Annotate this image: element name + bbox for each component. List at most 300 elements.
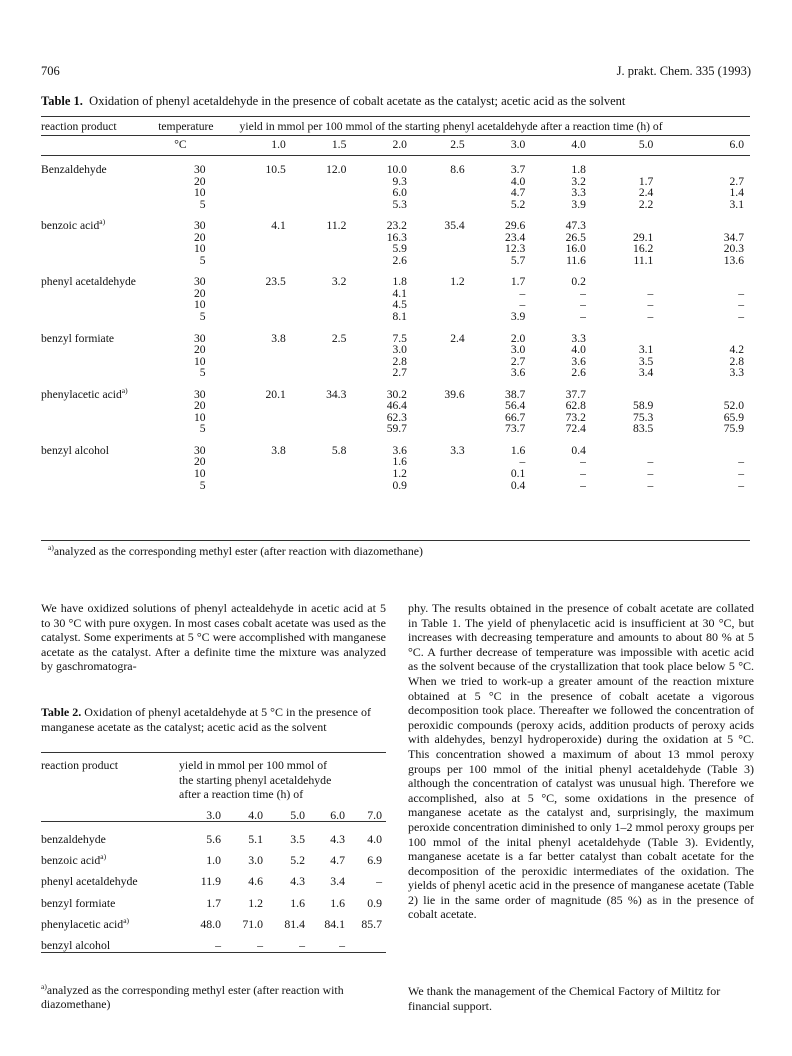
yield-cell: 10.0 — [386, 163, 407, 176]
yield-cell: 5.3 — [392, 197, 407, 211]
yield-cell: 11.9 — [200, 874, 221, 889]
table2-time-header: 6.0 — [330, 807, 345, 822]
yield-cell: 4.0 — [510, 174, 526, 188]
yield-cell: 20.3 — [723, 242, 744, 256]
yield-cell — [214, 187, 286, 199]
product-name — [41, 871, 179, 892]
yield-cell: 34.7 — [723, 230, 744, 244]
yield-cell: 3.5 — [638, 354, 654, 368]
yield-cell: 26.5 — [565, 230, 586, 244]
table-row — [41, 199, 744, 211]
table-row — [41, 480, 744, 492]
yield-cell: 2.7 — [729, 174, 744, 188]
product-name — [41, 217, 154, 233]
yield-cell: 3.5 — [290, 831, 305, 846]
table2-caption — [41, 705, 382, 734]
yield-cell: 71.0 — [242, 916, 263, 931]
table1-col-temperature: temperature — [158, 120, 214, 133]
yield-cell — [286, 412, 347, 424]
table2-col-yield: yield in mmol per 100 mmol of the starting phenyl acetaldehyde after a reaction time (h) of — [179, 758, 332, 801]
yield-cell — [407, 344, 465, 356]
yield-cell: 16.2 — [633, 242, 654, 256]
yield-cell: 59.7 — [386, 422, 407, 436]
footnote-mark: a) — [100, 852, 107, 862]
yield-cell: – — [519, 286, 526, 300]
yield-cell — [214, 299, 286, 311]
yield-cell: 6.0 — [392, 186, 407, 200]
table1-time-header: 3.0 — [510, 138, 526, 151]
temperature-cell: 30 — [193, 163, 206, 176]
yield-cell: 2.6 — [392, 253, 407, 267]
table1-footnote-text: analyzed as the corresponding methyl ester (after reaction with diazomethane) — [53, 544, 423, 558]
page-number: 706 — [41, 64, 60, 78]
product-name — [41, 892, 179, 913]
yield-cell: 3.6 — [571, 354, 586, 368]
yield-cell: 2.8 — [392, 354, 407, 368]
yield-cell: 2.7 — [392, 366, 407, 380]
yield-cell: 3.3 — [571, 186, 586, 200]
yield-cell — [407, 243, 465, 255]
table2 — [41, 756, 382, 956]
yield-cell — [214, 288, 286, 300]
yield-cell — [653, 445, 744, 457]
yield-cell: 1.6 — [330, 895, 345, 910]
yield-cell: 0.4 — [571, 443, 586, 457]
yield-cell — [407, 423, 465, 435]
yield-cell: – — [738, 455, 744, 469]
yield-cell: 4.6 — [248, 874, 263, 889]
yield-cell — [407, 480, 465, 492]
temperature-cell: 20 — [193, 230, 206, 244]
yield-cell — [407, 412, 465, 424]
yield-cell: 0.9 — [367, 895, 382, 910]
temperature-cell: 20 — [193, 455, 206, 469]
yield-cell: 3.3 — [571, 331, 586, 345]
acknowledgement: We thank the management of the Chemical Factory of Miltitz for financial support. — [408, 984, 721, 1013]
yield-cell: 75.9 — [723, 422, 744, 436]
yield-cell: 0.4 — [510, 478, 526, 492]
yield-cell: 3.7 — [510, 163, 526, 176]
yield-cell: 58.9 — [633, 399, 654, 413]
yield-cell — [214, 255, 286, 267]
yield-cell: 47.3 — [565, 219, 586, 233]
yield-cell — [214, 199, 286, 211]
yield-cell: 73.7 — [505, 422, 526, 436]
yield-cell: 56.4 — [505, 399, 526, 413]
yield-cell: 66.7 — [505, 410, 526, 424]
temperature-cell: 10 — [193, 186, 206, 200]
yield-cell: – — [647, 467, 654, 481]
yield-cell: 3.8 — [271, 443, 286, 457]
yield-cell: 3.0 — [510, 343, 526, 357]
product-name-text: benzoic acid — [41, 219, 100, 233]
table1-time-header: 4.0 — [571, 138, 586, 151]
yield-cell: 3.1 — [729, 197, 744, 211]
table2-footnote-text: analyzed as the corresponding methyl ester (after reaction with diazomethane) — [41, 983, 344, 1011]
table1-time-header: 6.0 — [729, 138, 744, 151]
yield-cell — [286, 456, 347, 468]
yield-cell: 48.0 — [200, 916, 221, 931]
yield-cell: 30.2 — [386, 387, 407, 401]
table2-time-header: 7.0 — [367, 807, 382, 822]
yield-cell: 3.4 — [638, 366, 654, 380]
table1-top-rule — [41, 116, 750, 117]
yield-cell — [407, 400, 465, 412]
yield-cell: 2.4 — [450, 331, 465, 345]
yield-cell: 4.1 — [392, 286, 407, 300]
yield-cell: 35.4 — [444, 219, 465, 233]
yield-cell — [586, 445, 653, 457]
temperature-cell: 5 — [199, 422, 206, 436]
yield-cell: – — [647, 286, 654, 300]
product-name-text: benzyl formiate — [41, 331, 115, 345]
yield-cell: 8.1 — [392, 310, 407, 324]
yield-cell: 5.6 — [206, 831, 221, 846]
yield-cell: 38.7 — [505, 387, 526, 401]
product-name-text: phenyl acetaldehyde — [41, 874, 138, 889]
table2-label: Table 2. — [41, 705, 82, 719]
yield-cell: 3.2 — [331, 275, 347, 289]
yield-cell: 3.4 — [330, 874, 345, 889]
table1-time-header: 1.5 — [331, 138, 347, 151]
yield-cell — [286, 232, 347, 244]
temperature-cell: 5 — [199, 478, 206, 492]
footnote-mark: a) — [123, 915, 130, 925]
yield-cell: 81.4 — [284, 916, 305, 931]
yield-cell: – — [580, 455, 586, 469]
yield-cell — [345, 935, 382, 956]
product-name — [41, 385, 154, 401]
yield-cell: 3.3 — [450, 443, 465, 457]
product-name — [41, 276, 154, 288]
product-name-text: Benzaldehyde — [41, 163, 107, 176]
table1-time-header: 1.0 — [271, 138, 286, 151]
temperature-cell: 20 — [193, 286, 206, 300]
yield-cell — [214, 400, 286, 412]
yield-cell: – — [376, 874, 382, 889]
table-row — [41, 935, 382, 956]
yield-cell: 46.4 — [386, 399, 407, 413]
product-name — [41, 850, 179, 871]
yield-cell: 5.8 — [331, 443, 347, 457]
table2-time-header: 4.0 — [248, 807, 263, 822]
yield-cell: – — [519, 298, 526, 312]
yield-cell: 3.2 — [571, 174, 586, 188]
table2-footnote — [41, 983, 386, 1011]
table1-header-rule — [41, 155, 750, 156]
yield-cell — [286, 356, 347, 368]
yield-cell — [286, 176, 347, 188]
yield-cell: 1.2 — [392, 467, 407, 481]
temperature-cell: 5 — [199, 310, 206, 324]
table-row — [41, 914, 382, 935]
yield-cell: 4.3 — [330, 831, 345, 846]
yield-cell: – — [738, 478, 744, 492]
table-row — [41, 468, 744, 480]
yield-cell: 16.3 — [386, 230, 407, 244]
yield-cell: 4.3 — [290, 874, 305, 889]
yield-cell — [214, 412, 286, 424]
yield-cell — [286, 400, 347, 412]
table-row — [41, 871, 382, 892]
table2-caption-text: Oxidation of phenyl acetaldehyde at 5 °C in the presence of manganese acetate as the catalyst; acetic acid as the solvent — [41, 705, 371, 734]
yield-cell — [214, 356, 286, 368]
yield-cell: 4.7 — [330, 852, 345, 867]
table1-time-header: 2.0 — [392, 138, 407, 151]
yield-cell: 5.7 — [510, 253, 526, 267]
yield-cell: 7.5 — [392, 331, 407, 345]
table1-temp-unit: °C — [174, 138, 187, 151]
yield-cell: 2.7 — [510, 354, 526, 368]
table1 — [41, 119, 744, 491]
yield-cell: 1.6 — [290, 895, 305, 910]
yield-cell: 3.0 — [248, 852, 263, 867]
yield-cell — [407, 468, 465, 480]
yield-cell: 84.1 — [324, 916, 345, 931]
table-row — [41, 367, 744, 379]
yield-cell: – — [257, 938, 263, 953]
yield-cell: 4.1 — [271, 219, 286, 233]
yield-cell: 73.2 — [565, 410, 586, 424]
yield-cell: 5.9 — [392, 242, 407, 256]
product-name — [41, 164, 154, 176]
yield-cell — [286, 243, 347, 255]
yield-cell: 2.5 — [331, 331, 347, 345]
temperature-cell: 10 — [193, 410, 206, 424]
temperature-cell: 5 — [199, 366, 206, 380]
table-row — [41, 255, 744, 267]
yield-cell: 1.6 — [510, 443, 526, 457]
yield-cell — [214, 423, 286, 435]
table-row — [41, 892, 382, 913]
temperature-cell: 5 — [199, 253, 206, 267]
temperature-cell: 20 — [193, 399, 206, 413]
yield-cell: 10.5 — [265, 163, 286, 176]
yield-cell — [407, 176, 465, 188]
temperature-cell: 5 — [199, 197, 206, 211]
temperature-cell: 20 — [193, 343, 206, 357]
table-row — [41, 311, 744, 323]
yield-cell — [407, 187, 465, 199]
yield-cell: 4.2 — [729, 343, 744, 357]
table2-time-header: 3.0 — [206, 807, 221, 822]
yield-cell: 4.5 — [392, 298, 407, 312]
table1-time-header: 5.0 — [638, 138, 654, 151]
table1-footnote — [48, 544, 423, 559]
table2-bottom-rule — [41, 952, 386, 953]
yield-cell — [407, 367, 465, 379]
yield-cell — [214, 367, 286, 379]
product-name-text: benzyl alcohol — [41, 443, 109, 457]
yield-cell — [214, 176, 286, 188]
yield-cell — [286, 468, 347, 480]
yield-cell: 3.3 — [729, 366, 744, 380]
yield-cell — [214, 480, 286, 492]
yield-cell — [214, 311, 286, 323]
product-name-text: phenylacetic acid — [41, 387, 122, 401]
yield-cell: – — [738, 310, 744, 324]
table1-caption-text: Oxidation of phenyl acetaldehyde in the presence of cobalt acetate as the catalyst; acetic acid as the solvent — [89, 94, 626, 108]
table1-time-header: 2.5 — [450, 138, 465, 151]
yield-cell: – — [580, 286, 586, 300]
yield-cell — [214, 344, 286, 356]
yield-cell — [653, 164, 744, 176]
yield-cell: 11.6 — [566, 253, 586, 267]
yield-cell: – — [519, 455, 526, 469]
left-paragraph: We have oxidized solutions of phenyl actealdehyde in acetic acid at 5 to 30 °C with pure oxygen. In most cases cobalt acetate was used as the catalyst. Some experiments at 5 °C were accomplished with manganese acetate as the catalyst. After a definite time the mixture was analyzed by gaschromatogra- — [41, 601, 386, 674]
yield-cell: 2.4 — [638, 186, 654, 200]
yield-cell: 37.7 — [565, 387, 586, 401]
yield-cell: 1.2 — [450, 275, 465, 289]
yield-cell: 2.8 — [729, 354, 744, 368]
yield-cell: 6.9 — [367, 852, 382, 867]
table1-col-product: reaction product — [41, 120, 117, 133]
yield-cell — [407, 356, 465, 368]
yield-cell: – — [580, 298, 586, 312]
temperature-cell: 30 — [193, 219, 206, 233]
yield-cell: 23.5 — [265, 275, 286, 289]
yield-cell: 5.2 — [510, 197, 526, 211]
yield-cell: 83.5 — [633, 422, 654, 436]
yield-cell: 29.1 — [633, 230, 654, 244]
yield-cell: 2.2 — [638, 197, 654, 211]
yield-cell: 3.8 — [271, 331, 286, 345]
yield-cell: 20.1 — [265, 387, 286, 401]
yield-cell: 29.6 — [505, 219, 526, 233]
yield-cell: 4.0 — [571, 343, 586, 357]
yield-cell: – — [647, 310, 654, 324]
yield-cell — [407, 311, 465, 323]
yield-cell: – — [580, 478, 586, 492]
table1-footnote-mark: a) — [48, 543, 54, 553]
yield-cell: 13.6 — [723, 253, 744, 267]
yield-cell — [586, 164, 653, 176]
table1-col-yield: yield in mmol per 100 mmol of the starting phenyl acetaldehyde after a reaction time (h) of — [239, 120, 663, 133]
yield-cell: 11.1 — [633, 253, 654, 267]
yield-cell: 52.0 — [723, 399, 744, 413]
product-name-text: benzaldehyde — [41, 831, 106, 846]
product-name-text: phenylacetic acid — [41, 916, 124, 931]
yield-cell — [407, 288, 465, 300]
temperature-cell: 10 — [193, 242, 206, 256]
yield-cell: 3.1 — [638, 343, 654, 357]
yield-cell: 11.2 — [326, 219, 347, 233]
yield-cell: 2.6 — [571, 366, 586, 380]
product-name-text: benzoic acid — [41, 852, 101, 867]
yield-cell: – — [738, 467, 744, 481]
table1-bottom-rule — [41, 540, 750, 541]
table-row — [41, 829, 382, 850]
yield-cell: 1.0 — [206, 852, 221, 867]
yield-cell: – — [647, 455, 654, 469]
yield-cell: 0.9 — [392, 478, 407, 492]
yield-cell: 65.9 — [723, 410, 744, 424]
yield-cell: 23.2 — [386, 219, 407, 233]
temperature-cell: 20 — [193, 174, 206, 188]
yield-cell: 4.7 — [510, 186, 526, 200]
table-row — [41, 164, 744, 176]
table2-col-product: reaction product — [41, 758, 118, 772]
yield-cell — [407, 456, 465, 468]
table-row — [41, 423, 744, 435]
yield-cell: 62.3 — [386, 410, 407, 424]
yield-cell — [286, 187, 347, 199]
yield-cell: 5.2 — [290, 852, 305, 867]
table-row — [41, 187, 744, 199]
yield-cell: 9.3 — [392, 174, 407, 188]
yield-cell: – — [647, 298, 654, 312]
yield-cell — [407, 199, 465, 211]
table1-header-mid-rule — [41, 135, 750, 136]
table1-caption — [41, 94, 625, 109]
temperature-cell: 30 — [193, 331, 206, 345]
yield-cell: 72.4 — [565, 422, 586, 436]
yield-cell: 39.6 — [444, 387, 465, 401]
table2-footnote-mark: a) — [41, 982, 47, 992]
table2-header-rule — [41, 821, 386, 822]
yield-cell: 1.8 — [571, 163, 586, 176]
yield-cell — [286, 423, 347, 435]
footnote-mark: a) — [99, 217, 106, 227]
yield-cell: – — [299, 938, 305, 953]
yield-cell — [214, 243, 286, 255]
yield-cell — [286, 255, 347, 267]
table2-time-header: 5.0 — [290, 807, 305, 822]
product-name — [41, 829, 179, 850]
yield-cell — [214, 232, 286, 244]
product-name-text: phenyl acetaldehyde — [41, 275, 136, 289]
yield-cell — [286, 299, 347, 311]
yield-cell: – — [738, 286, 744, 300]
temperature-cell: 30 — [193, 443, 206, 457]
yield-cell: – — [215, 938, 221, 953]
yield-cell — [407, 255, 465, 267]
product-name — [41, 333, 154, 345]
yield-cell: 3.6 — [392, 443, 407, 457]
yield-cell: 1.7 — [638, 174, 654, 188]
yield-cell: – — [580, 467, 586, 481]
temperature-cell: 10 — [193, 467, 206, 481]
yield-cell: – — [580, 310, 586, 324]
yield-cell — [286, 199, 347, 211]
yield-cell: 1.6 — [392, 455, 407, 469]
yield-cell: 0.1 — [510, 467, 526, 481]
journal-reference: J. prakt. Chem. 335 (1993) — [616, 64, 751, 78]
product-name-text: benzyl formiate — [41, 895, 116, 910]
yield-cell — [286, 344, 347, 356]
yield-cell: 85.7 — [361, 916, 382, 931]
yield-cell — [286, 367, 347, 379]
yield-cell: 23.4 — [505, 230, 526, 244]
yield-cell: 0.2 — [571, 275, 586, 289]
table1-label: Table 1. — [41, 94, 83, 108]
temperature-cell: 10 — [193, 298, 206, 312]
yield-cell: 4.0 — [367, 831, 382, 846]
yield-cell — [214, 468, 286, 480]
table-row — [41, 220, 744, 232]
product-name — [41, 445, 154, 457]
temperature-cell: 30 — [193, 275, 206, 289]
yield-cell: 12.0 — [326, 163, 347, 176]
yield-cell: 3.0 — [392, 343, 407, 357]
yield-cell — [214, 456, 286, 468]
yield-cell: 8.6 — [450, 163, 465, 176]
yield-cell: 2.0 — [510, 331, 526, 345]
yield-cell: – — [647, 478, 654, 492]
yield-cell — [286, 288, 347, 300]
right-paragraph: phy. The results obtained in the presence of cobalt acetate are collated in Table 1. The yield of phenylacetic acid is insufficient at 30 °C, but increases with decreasing temperature and amounts to about 80 % at 5 °C. A further decrease of temperature was impossible with acetic acid as the solvent because of the crystallization that took place below 5 °C. When we tried to work-up a greater amount of the reaction mixture obtained at 5 °C in the presence of cobalt acetate a vigorous decomposition took place. Thereafter we followed the concentration of peroxidic compounds (peroxy acids, addition products of peroxy acids with aldehydes, benzyl hydroperoxide) during the oxidation at 5 °C. This concentration showed a maximum of about 13 mmol peroxy groups per 100 mmol of the initial phenyl acetaldehyde (Table 3) although the concentration of catalyst was unusual high. Therefore we accomplished, also at 5 °C, some oxidations in the presence of manganese acetate as the catalyst and, surprisingly, the maximum peroxide concentration diminished to only 1–2 mmol peroxy groups per 100 mmol of the inital phenyl acetaldehyde (Table 3). Evidently, manganese acetate is a far better catalyst than cobalt acetate for the decomposition of the peroxidic intermediates of the oxidation. The yields of phenyl acetic acid in the presence of manganese acetate (Table 2) lie in the same order of magnitude (85 %) as in the presence of cobalt acetate. — [408, 601, 754, 922]
table-row — [41, 344, 744, 356]
